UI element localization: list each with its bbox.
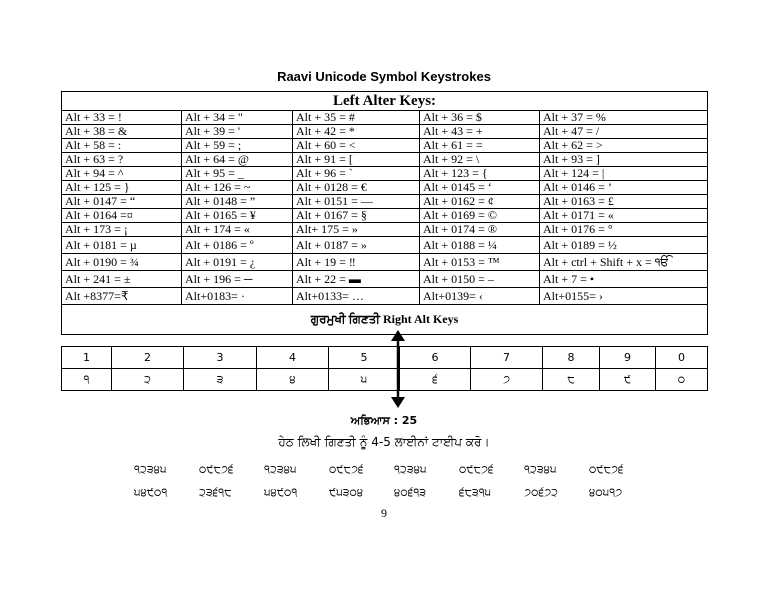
practice-number: ੫੪੯੦੧ (134, 485, 168, 499)
gurmukhi-digit: ੪ (257, 369, 329, 391)
key-row (62, 254, 708, 271)
practice-number: ੧੨੩੪੫ (394, 462, 427, 476)
gurmukhi-digit: ੮ (543, 369, 600, 391)
practice-number: ੧੨੩੪੫ (264, 462, 297, 476)
gurmukhi-digit: ੭ (471, 369, 543, 391)
key-cell: Alt + 173 = ¡ (62, 223, 182, 237)
key-cell: Alt + 0167 = § (293, 209, 420, 223)
latin-digit: 8 (543, 347, 600, 369)
gurmukhi-digits-row (62, 369, 708, 391)
key-cell: Alt + 124 = | (540, 167, 708, 181)
key-cell: Alt + 93 = ] (540, 153, 708, 167)
gurmukhi-digit: ੧ (62, 369, 112, 391)
key-cell: Alt + 0174 = ® (420, 223, 540, 237)
key-cell: Alt + 123 = { (420, 167, 540, 181)
key-row (62, 271, 708, 288)
key-cell: Alt + 22 = ▬ (293, 271, 420, 288)
instruction-text: ਹੇਠ ਲਿਖੀ ਗਿਣਤੀ ਨੂੰ 4-5 ਲਾਈਨਾਂ ਟਾਈਪ ਕਰੋ। (278, 435, 490, 449)
key-cell: Alt + 0145 = ‘ (420, 181, 540, 195)
key-cell: Alt + 7 = • (540, 271, 708, 288)
latin-digits-row (62, 347, 708, 369)
page-number: 9 (381, 506, 387, 520)
practice-number: ੦੯੮੭੬ (459, 462, 494, 476)
key-cell: Alt + 42 = * (293, 125, 420, 139)
key-row (62, 288, 708, 305)
key-cell: Alt + 0162 = ¢ (420, 195, 540, 209)
key-row (62, 111, 708, 125)
key-cell: Alt + 0150 = – (420, 271, 540, 288)
latin-digit: 0 (656, 347, 708, 369)
key-cell: Alt + 241 = ± (62, 271, 182, 288)
key-cell: Alt + 60 = < (293, 139, 420, 153)
key-cell: Alt + 34 = " (182, 111, 293, 125)
key-row (62, 195, 708, 209)
key-cell: Alt + 0128 = € (293, 181, 420, 195)
latin-digit: 9 (600, 347, 656, 369)
key-cell: Alt + 0169 = © (420, 209, 540, 223)
key-cell: Alt + 47 = / (540, 125, 708, 139)
key-cell: Alt + 0146 = ’ (540, 181, 708, 195)
latin-digit: 1 (62, 347, 112, 369)
gurmukhi-digit: ੬ (400, 369, 471, 391)
right-alt-header-row (62, 305, 708, 335)
practice-row (134, 481, 654, 504)
key-cell: Alt + 19 = ‼ (293, 254, 420, 271)
key-cell: Alt + 38 = & (62, 125, 182, 139)
key-row (62, 181, 708, 195)
key-cell: Alt + 0147 = “ (62, 195, 182, 209)
key-cell: Alt+ 175 = » (293, 223, 420, 237)
gurmukhi-digit: ੦ (656, 369, 708, 391)
latin-digit: 5 (329, 347, 400, 369)
key-cell: Alt + 63 = ? (62, 153, 182, 167)
key-cell: Alt +8377=₹ (62, 288, 182, 305)
practice-number: ੬੮੩੧੫ (459, 485, 492, 499)
key-cell: Alt + ctrl + Shift + x = ੴ (540, 254, 708, 271)
practice-number: ੭੦੬੭੨ (524, 485, 559, 499)
practice-block (134, 458, 654, 504)
practice-number: ੦੯੮੭੬ (329, 462, 364, 476)
key-cell: Alt + 58 = : (62, 139, 182, 153)
key-cell: Alt+0155= › (540, 288, 708, 305)
key-row (62, 223, 708, 237)
gurmukhi-digit: ੫ (329, 369, 400, 391)
right-alt-header: ਗੁਰਮੁਖੀ ਗਿਣਤੀ Right Alt Keys (62, 305, 708, 335)
key-row (62, 209, 708, 223)
key-row (62, 153, 708, 167)
practice-number: ੧੨੩੪੫ (524, 462, 557, 476)
key-cell: Alt + 0148 = ” (182, 195, 293, 209)
key-cell: Alt + 59 = ; (182, 139, 293, 153)
latin-digit: 4 (257, 347, 329, 369)
lesson-label: ਅਭਿਆਸ : 25 (350, 414, 418, 427)
key-cell: Alt + 174 = « (182, 223, 293, 237)
latin-digit: 2 (112, 347, 184, 369)
key-cell: Alt + 0188 = ¼ (420, 237, 540, 254)
key-cell: Alt + 37 = % (540, 111, 708, 125)
key-cell: Alt + 0190 = ¾ (62, 254, 182, 271)
left-alt-keys-table (61, 91, 708, 335)
key-cell: Alt + 0186 = º (182, 237, 293, 254)
key-cell: Alt + 0171 = « (540, 209, 708, 223)
latin-digit: 7 (471, 347, 543, 369)
key-row (62, 167, 708, 181)
key-cell: Alt + 91 = [ (293, 153, 420, 167)
key-cell: Alt + 196 = ─ (182, 271, 293, 288)
key-cell: Alt + 43 = + (420, 125, 540, 139)
digits-table (61, 346, 708, 391)
practice-number: ੪੦੫੧੭ (589, 485, 623, 499)
document-title: Raavi Unicode Symbol Keystrokes (277, 69, 491, 84)
key-cell: Alt+0183= · (182, 288, 293, 305)
key-cell: Alt + 94 = ^ (62, 167, 182, 181)
practice-number: ੪੦੬੧੩ (394, 485, 427, 499)
key-cell: Alt+0139= ‹ (420, 288, 540, 305)
key-cell: Alt + 39 = ' (182, 125, 293, 139)
practice-number: ੨੩੬੧੮ (199, 485, 232, 499)
key-cell: Alt + 0164 =¤ (62, 209, 182, 223)
practice-number: ੯੫੩੦੪ (329, 485, 364, 499)
key-cell: Alt + 35 = # (293, 111, 420, 125)
gurmukhi-digit: ੨ (112, 369, 184, 391)
key-cell: Alt + 0153 = ™ (420, 254, 540, 271)
key-cell: Alt + 96 = ` (293, 167, 420, 181)
key-cell: Alt + 0165 = ¥ (182, 209, 293, 223)
practice-row (134, 458, 654, 481)
key-cell: Alt + 0151 = — (293, 195, 420, 209)
key-cell: Alt + 0163 = £ (540, 195, 708, 209)
left-alt-header: Left Alter Keys: (62, 92, 708, 111)
key-cell: Alt+0133= … (293, 288, 420, 305)
key-cell: Alt + 0187 = » (293, 237, 420, 254)
key-cell: Alt + 125 = } (62, 181, 182, 195)
key-cell: Alt + 61 = = (420, 139, 540, 153)
practice-number: ੫੪੯੦੧ (264, 485, 298, 499)
key-cell: Alt + 0189 = ½ (540, 237, 708, 254)
latin-digit: 6 (400, 347, 471, 369)
key-cell: Alt + 0181 = µ (62, 237, 182, 254)
key-cell: Alt + 33 = ! (62, 111, 182, 125)
gurmukhi-digit: ੯ (600, 369, 656, 391)
key-cell: Alt + 36 = $ (420, 111, 540, 125)
key-cell: Alt + 0191 = ¿ (182, 254, 293, 271)
key-cell: Alt + 62 = > (540, 139, 708, 153)
practice-number: ੦੯੮੭੬ (199, 462, 234, 476)
key-cell: Alt + 126 = ~ (182, 181, 293, 195)
practice-number: ੧੨੩੪੫ (134, 462, 167, 476)
key-row (62, 139, 708, 153)
key-cell: Alt + 95 = _ (182, 167, 293, 181)
latin-digit: 3 (184, 347, 257, 369)
key-cell: Alt + 92 = \ (420, 153, 540, 167)
key-row (62, 237, 708, 254)
key-cell: Alt + 64 = @ (182, 153, 293, 167)
key-row (62, 125, 708, 139)
gurmukhi-digit: ੩ (184, 369, 257, 391)
double-arrow-icon (386, 330, 410, 408)
key-cell: Alt + 0176 = ° (540, 223, 708, 237)
practice-number: ੦੯੮੭੬ (589, 462, 624, 476)
